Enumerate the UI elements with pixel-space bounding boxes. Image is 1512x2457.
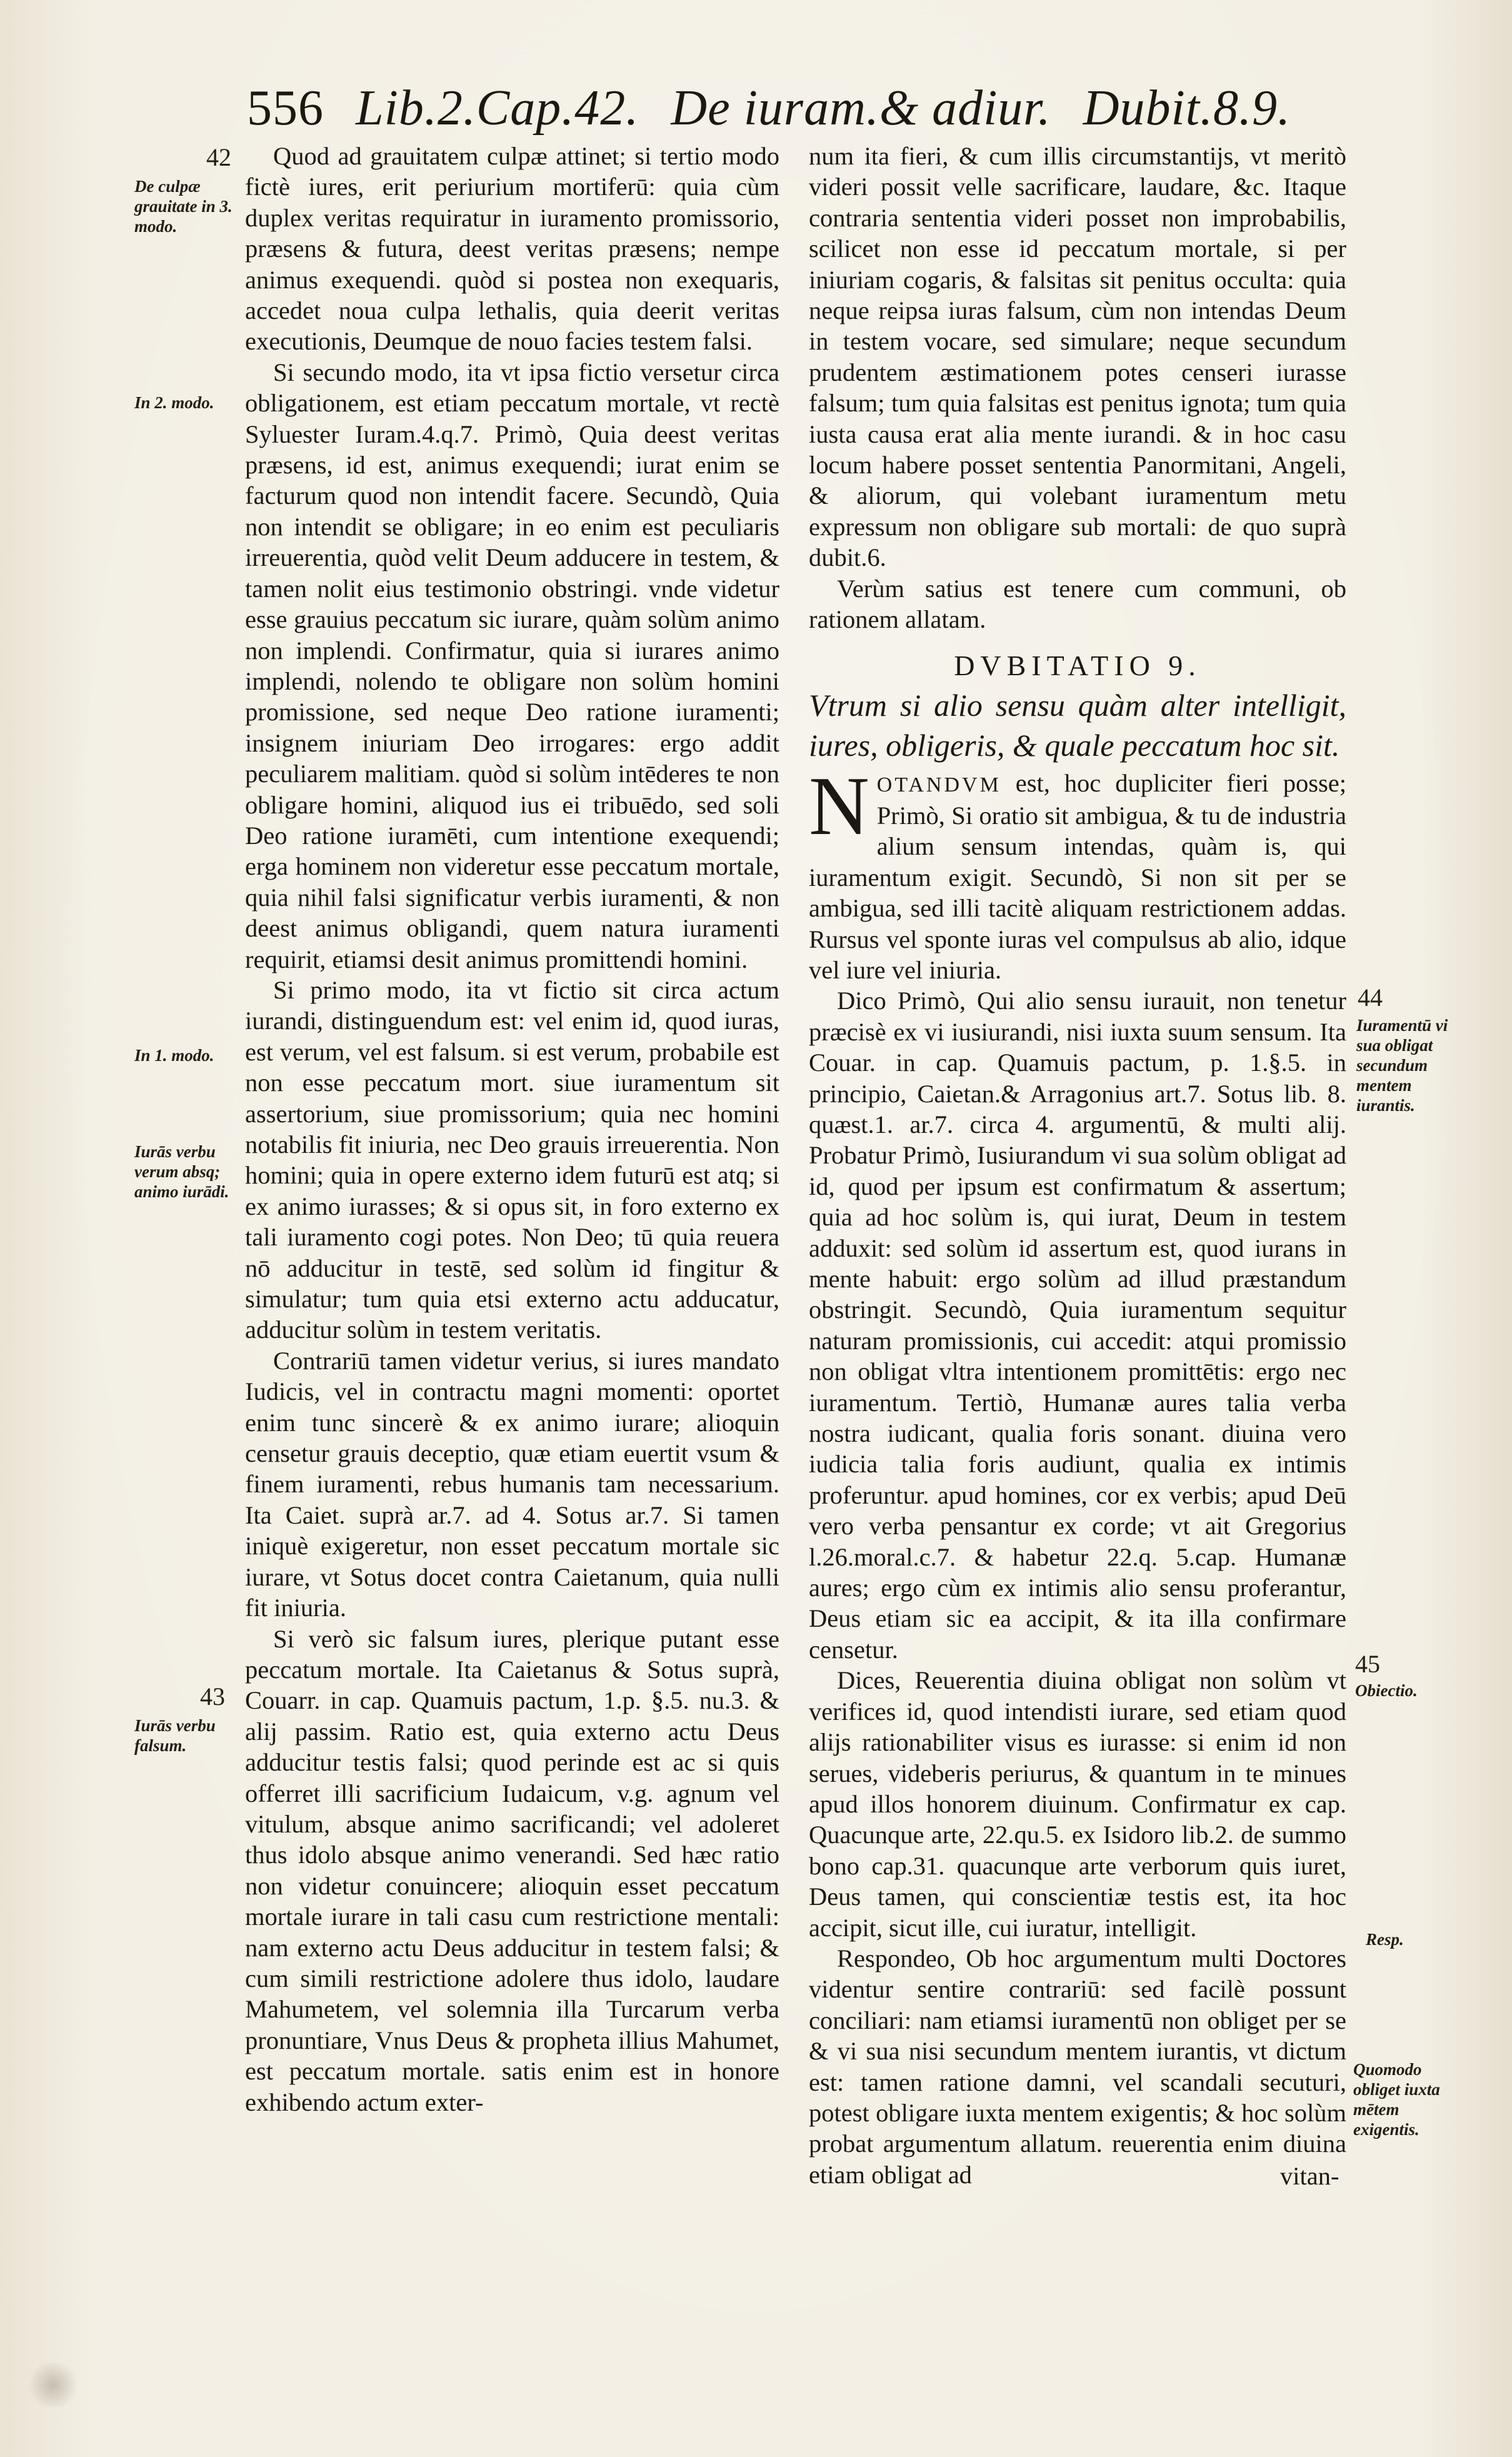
margin-note: In 2. modo. [134, 393, 214, 412]
notandum-text: est, hoc dupliciter fieri posse; Primò, Si oratio sit ambigua, & tu de industria alium sensum intendas, quàm is, qui iuramentum exigit. Secundò, Si non sit per se ambigua, sed illi tacitè aliquam restrictionem addas. Rursus vel sponte iuras vel compulsus ab alio, idque vel iure vel iniuria. [809, 768, 1346, 984]
margin-number: 45 [1355, 1650, 1380, 1678]
right-text-column [809, 141, 1346, 2190]
margin-number: 44 [1358, 983, 1383, 1012]
margin-note: Quomodo obliget iuxta mētem exigentis. [1353, 2060, 1440, 2139]
notandum-head: OTANDVM [876, 773, 1001, 796]
page-number: 556 [247, 81, 324, 136]
catchword: vitan- [1280, 2162, 1339, 2190]
dubitatio-heading: DVBITATIO 9. [954, 649, 1201, 681]
paragraph: Quod ad grauitatem culpæ attinet; si tertio modo fictè iures, erit periurium mortiferū: quia cùm duplex veritas requiratur in iuramento promissorio, præsens & futura, deest veritas præsens; nempe animus exequendi. quòd si postea non exequaris, accedet noua culpa lethalis, quia deerit veritas executionis, Deumque de nouo facies testem falsi. [245, 142, 779, 356]
paragraph: Respondeo, Ob hoc argumentum multi Doctores videntur sentire contrariū: sed facilè possunt conciliari: nam etiamsi iuramentū non obliget per se & vi sua nisi secundum mentem iurantis, vt dictum est: tamen ratione damni, vel scandali secuturi, potest obligare iuxta mentem exigentis; & hoc solùm probat argumentum allatum. reuerentia enim diuina etiam obligat ad [809, 1944, 1346, 2189]
paragraph: Dico Primò, Qui alio sensu iurauit, non tenetur præcisè ex vi iusiurandi, nisi iuxta suum sensum. Ita Couar. in cap. Quamuis pactum, p. 1.§.5. in principio, Caietan.& Arragonius art.7. Sotus lib. 8. quæst.1. ar.7. circa 4. argumentū, & multi alij. Probatur Primò, Iusiurandum vi sua solùm obligat ad id, quod per ipsum est confirmatum & assertum; quia ad hoc solùm is, qui iurat, Deum in testem adduxit: sed solùm id assertum est, quod iurans in mente habuit: ergo solùm ad illud præstandum obstringit. Secundò, Quia iuramentum sequitur naturam promissionis, cui accedit: atqui promissio non obligat vltra intentionem promittētis: ergo nec iuramentum. Tertiò, Humanæ aures talia verba nostra iudicant, qualia foris sonant. diuina vero iudicia talia foris audiunt, qualia ex intimis proferuntur. apud homines, cor ex verbis; apud Deū vero verba pensantur ex corde; vt ait Gregorius l.26.moral.c.7. & habetur 22.q. 5.cap. Humanæ aures; ergo cùm ex intimis alio sensu proferantur, Deus etiam sic ea accipit, & ita illa confirmare censetur. [809, 987, 1346, 1664]
section-title: De iuram.& adiur. [671, 81, 1051, 136]
margin-note: Iurās verbu falsum. [134, 1716, 216, 1755]
dubitatio-range: Dubit.8.9. [1083, 81, 1291, 136]
paragraph: num ita fieri, & cum illis circumstantijs, vt meritò videri possit velle sacrificare, laudare, &c. Itaque contraria sententia videri posset non improbabilis, scilicet non esse id peccatum mortale, si per iniuriam cogaris, & falsitas sit penitus occulta: quia neque reipsa iuras falsum, cùm non intendas Deum in testem vocare, sed simulare; neque secundum prudentem æstimationem potes censeri iurasse falsum; tum quia falsitas est penitus ignota; tum quia iusta causa erat alia mente iurandi. & in hoc casu locum habere posset sententia Panormitani, Angeli, & aliorum, qui volebant iuramentum metu expressum non obligare sub mortali: de quo suprà dubit.6. [809, 142, 1346, 572]
paper-stain [25, 2363, 81, 2407]
paragraph: Si secundo modo, ita vt ipsa fictio versetur circa obligationem, est etiam peccatum mortale, vt rectè Syluester Iuram.4.q.7. Primò, Quia deest veritas præsens, id est, animus exequendi; iurat enim se facturum quod non intendit facere. Secundò, Quia non intendit se obligare; in eo enim est peculiaris irreuerentia, quòd velit Deum adducere in testem, & tamen nolit eius testimonio obstringi. vnde videtur esse grauius peccatum sic iurare, quàm solùm animo non implendi. Confirmatur, quia si iurares animo implendi, nolendo te obligare non solùm homini promissione, sed neque Deo ratione iuramenti; insignem iniuriam Deo irrogares: ergo addit peculiarem malitiam. quòd si solùm intēderes te non obligare homini, aliquod ius ei tribuēdo, sed soli Deo ratione iuramēti, cum intentione exequendi; erga hominem non videretur esse peccatum mortale, quia nihil falsi significatur verbis iuramenti, & non deest animus obligandi, quem natura iuramenti requirit, etiamsi desit animus promittendi homini. [245, 358, 779, 973]
margin-number: 43 [200, 1682, 225, 1711]
margin-number: 42 [206, 143, 231, 171]
paragraph: Verùm satius est tenere cum communi, ob rationem allatam. [809, 574, 1346, 634]
margin-note: In 1. modo. [134, 1046, 214, 1065]
margin-note: Iuramentū vi sua obligat secundum mentem iurantis. [1356, 1016, 1448, 1115]
margin-note: De culpæ grauitate in 3. modo. [134, 177, 233, 236]
left-text-column [245, 141, 779, 2118]
paragraph: Si primo modo, ita vt fictio sit circa actum iurandi, distinguendum est: vel enim id, quod iuras, est verum, vel est falsum. si est verum, probabile est non esse peccatum mort. siue iuramentum sit assertorium, siue promissorium; quia nec homini notabilis fit iniuria, nec Deo grauis irreuerentia. Non homini; quia in opere externo idem futurū est atq; si ex animo iurasses; & si opus sit, in foro externo ex tali iuramento cogi potes. Non Deo; tū quia reuera nō adducitur in testē, sed solùm id fingitur & simulatur; tum quia etsi externo actu adducatur, adducitur solùm in testem veritatis. [245, 975, 779, 1344]
margin-note: Obiectio. [1355, 1681, 1418, 1700]
paragraph: Dices, Reuerentia diuina obligat non solùm vt verifices id, quod intendisti iurare, sed etiam quod alijs rationabiliter visus es iurasse: si enim id non serues, videberis periurus, & quantum in te minues apud illos honorem diuinum. Confirmatur ex cap. Quacunque arte, 22.qu.5. ex Isidoro lib.2. de summo bono cap.31. quacunque arte verborum quis iuret, Deus tamen, qui conscientiæ testis est, ita hoc accipit, sicut ille, cui iuratur, intelligit. [809, 1666, 1346, 1942]
running-header [247, 80, 1291, 143]
dubitatio-question: Vtrum si alio sensu quàm alter intelligit, iures, obligeris, & quale peccatum hoc sit. [809, 687, 1346, 763]
book-chapter: Lib.2.Cap.42. [356, 81, 639, 136]
margin-note: Iurās verbu verum absq; animo iurādi. [134, 1142, 229, 1201]
paragraph: Si verò sic falsum iures, plerique putant esse peccatum mortale. Ita Caietanus & Sotus suprà, Couarr. in cap. Quamuis pactum, 1.p. §.5. nu.3. & alij passim. Ratio est, quia externo actu Deus adducitur testis falsi; quod perinde est ac si quis offerret illi sacrificium Iudaicum, v.g. agnum vel vitulum, absque animo sacrificandi; vel adoleret thus idolo absque animo venerandi. Sed hæc ratio non videtur conuincere; alioquin esset peccatum mortale iurare in tali casu cum restrictione mentali: nam externo actu Deus adducitur in testem falsi; & cum simili restrictione adolere thus idolo, laudare Mahumetem, vel solemnia illa Turcarum verba pronuntiare, Vnus Deus & propheta illius Mahumet, est peccatum mortale. satis enim est in honore exhibendo actum exter- [245, 1624, 779, 2116]
notandum-paragraph [809, 759, 1346, 986]
margin-note: Resp. [1366, 1930, 1404, 1949]
paragraph: Contrariū tamen videtur verius, si iures mandato Iudicis, vel in contractu magni momenti: oportet enim tunc sincerè & ex animo iurare; alioquin censetur grauis deceptio, quæ etiam euertit vsum & finem iuramenti, rebus humanis tam necessarium. Ita Caiet. suprà ar.7. ad 4. Sotus ar.7. Si tamen iniquè exigeretur, non esset peccatum mortale sic iurare, vt Sotus docet contra Caietanum, quia nulli fit iniuria. [245, 1346, 779, 1622]
drop-capital: N [809, 759, 869, 852]
